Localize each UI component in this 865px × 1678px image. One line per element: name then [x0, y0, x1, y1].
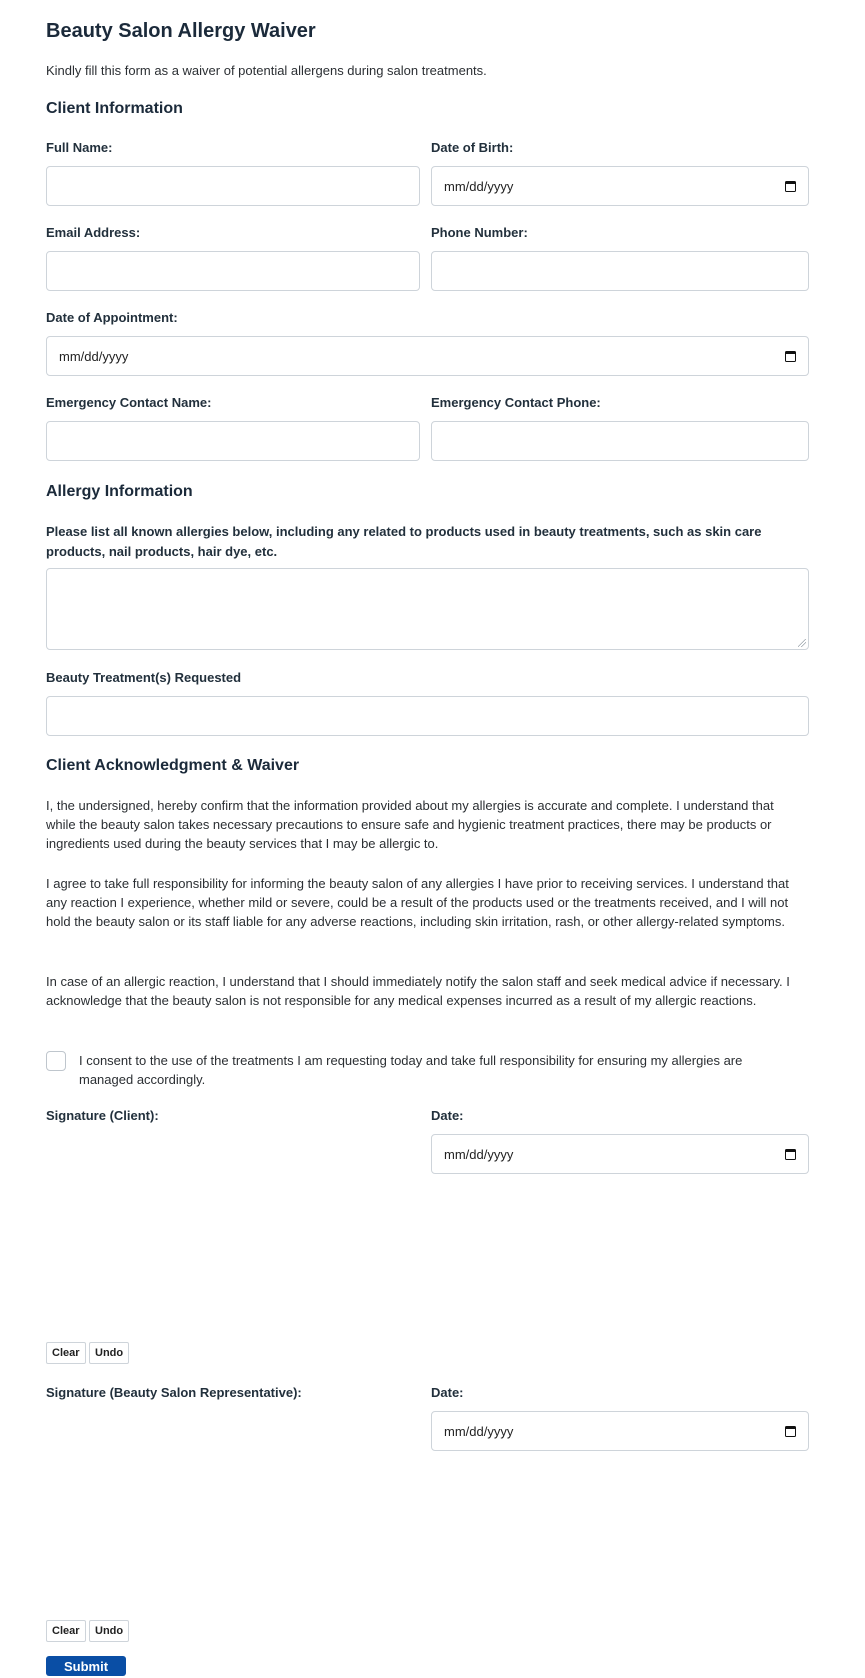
date-of-birth-label: Date of Birth:: [431, 140, 514, 155]
representative-date-label: Date:: [431, 1385, 464, 1400]
consent-checkbox[interactable]: [46, 1051, 66, 1071]
client-date-input[interactable]: [431, 1134, 809, 1174]
resize-handle-icon[interactable]: [798, 639, 806, 647]
date-of-birth-input[interactable]: [431, 166, 809, 206]
email-label: Email Address:: [46, 225, 141, 240]
email-input[interactable]: [46, 251, 420, 291]
calendar-icon[interactable]: [785, 1426, 796, 1437]
calendar-icon[interactable]: [785, 181, 796, 192]
client-signature-undo-button[interactable]: Undo: [89, 1342, 129, 1364]
full-name-input[interactable]: [46, 166, 420, 206]
representative-signature-undo-button[interactable]: Undo: [89, 1620, 129, 1642]
emergency-contact-name-input[interactable]: [46, 421, 420, 461]
consent-text: I consent to the use of the treatments I am requesting today and take full responsibility for ensuring my allergies are managed accordingly.: [79, 1053, 743, 1087]
calendar-icon[interactable]: [785, 1149, 796, 1160]
allergy-information-heading: Allergy Information: [46, 483, 193, 500]
treatment-requested-label: Beauty Treatment(s) Requested: [46, 670, 242, 685]
acknowledgment-paragraph-3: In case of an allergic reaction, I understand that I should immediately notify the salon staff and seek medical advice if necessary. I acknowledge that the beauty salon is not responsible for any medical expenses incurred as a result of my allergic reactions.: [46, 974, 790, 1008]
full-name-label: Full Name:: [46, 140, 113, 155]
phone-label: Phone Number:: [431, 225, 528, 240]
client-signature-clear-button[interactable]: Clear: [46, 1342, 86, 1364]
phone-input[interactable]: [431, 251, 809, 291]
representative-date-placeholder: mm/dd/yyyy: [444, 1423, 514, 1439]
client-date-placeholder: mm/dd/yyyy: [444, 1146, 514, 1162]
allergies-textarea[interactable]: [46, 568, 809, 650]
representative-signature-pad[interactable]: [46, 1410, 420, 1610]
allergy-instructions: Please list all known allergies below, including any related to products used in beauty treatments, such as skin care products, nail products, hair dye, etc.: [46, 524, 762, 559]
treatment-requested-input[interactable]: [46, 696, 809, 736]
form-intro: Kindly fill this form as a waiver of potential allergens during salon treatments.: [46, 63, 487, 78]
emergency-contact-phone-label: Emergency Contact Phone:: [431, 395, 601, 410]
acknowledgment-paragraph-2: I agree to take full responsibility for informing the beauty salon of any allergies I have prior to receiving services. I understand that any reaction I experience, whether mild or severe, could be a result of the products used or the treatments received, and I will not hold the beauty salon or its staff liable for any adverse reactions, including skin irritation, rash, or other allergy-related symptoms.: [46, 876, 789, 929]
representative-signature-clear-button[interactable]: Clear: [46, 1620, 86, 1642]
appointment-date-input[interactable]: [46, 336, 809, 376]
appointment-date-label: Date of Appointment:: [46, 310, 178, 325]
submit-button[interactable]: Submit: [46, 1656, 126, 1676]
calendar-icon[interactable]: [785, 351, 796, 362]
acknowledgment-heading: Client Acknowledgment & Waiver: [46, 757, 300, 774]
representative-signature-label: Signature (Beauty Salon Representative):: [46, 1385, 302, 1400]
acknowledgment-paragraph-1: I, the undersigned, hereby confirm that the information provided about my allergies is accurate and complete. I understand that while the beauty salon takes necessary precautions to ensure safe and hygienic treatment practices, there may be products or ingredients used during the beauty services that I may be allergic to.: [46, 798, 774, 851]
representative-date-input[interactable]: [431, 1411, 809, 1451]
client-information-heading: Client Information: [46, 100, 183, 117]
form-title: Beauty Salon Allergy Waiver: [46, 20, 316, 42]
client-date-label: Date:: [431, 1108, 464, 1123]
emergency-contact-name-label: Emergency Contact Name:: [46, 395, 212, 410]
emergency-contact-phone-input[interactable]: [431, 421, 809, 461]
client-signature-label: Signature (Client):: [46, 1108, 159, 1123]
client-signature-pad[interactable]: [46, 1132, 420, 1332]
appointment-date-placeholder: mm/dd/yyyy: [59, 348, 129, 364]
date-of-birth-placeholder: mm/dd/yyyy: [444, 178, 514, 194]
